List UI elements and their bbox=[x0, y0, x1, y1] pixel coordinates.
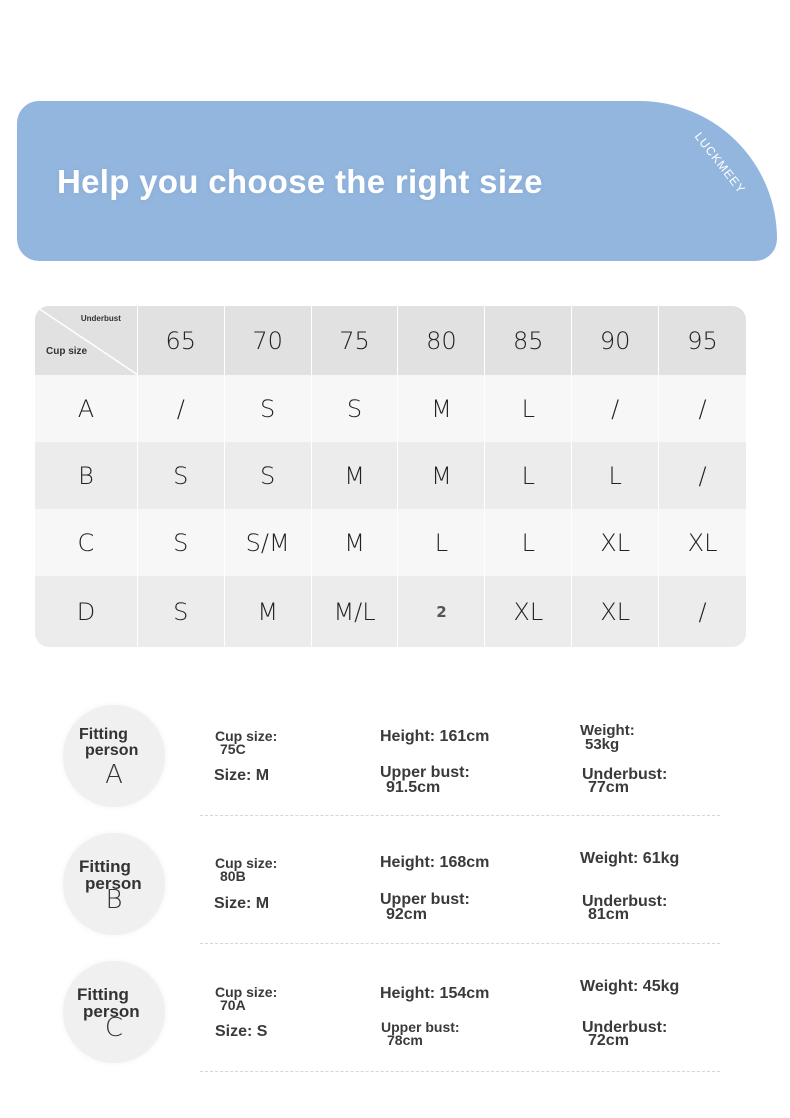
size-cell: M bbox=[312, 442, 399, 509]
size-cell: XL bbox=[485, 576, 572, 647]
underbust-header: 80 bbox=[398, 306, 485, 375]
upper-bust-value: 78cm bbox=[387, 1032, 423, 1048]
brand-logo: LUCKMEEY bbox=[691, 129, 749, 197]
cup-label: C bbox=[35, 509, 138, 576]
underbust-value: 77cm bbox=[588, 779, 629, 796]
underbust-header-label: Underbust bbox=[80, 314, 121, 323]
underbust-header: 70 bbox=[225, 306, 312, 375]
size-cell: L bbox=[485, 375, 572, 442]
underbust-label: Underbust: bbox=[582, 766, 668, 783]
cup-size-label: Cup size: bbox=[215, 855, 278, 871]
size-cell: S bbox=[225, 375, 312, 442]
underbust-info bbox=[582, 1021, 667, 1047]
fitting-person-b bbox=[0, 833, 790, 961]
underbust-header: 90 bbox=[572, 306, 659, 375]
person-title-line2: person bbox=[85, 742, 139, 759]
cup-size-header-label: Cup size bbox=[46, 346, 88, 357]
cup-label: A bbox=[35, 375, 138, 442]
fitting-person-c bbox=[0, 961, 790, 1089]
cup-label: D bbox=[35, 576, 138, 647]
size-cell: XL bbox=[572, 509, 659, 576]
size-cell: M/L bbox=[312, 576, 399, 647]
size-info: Size: M bbox=[214, 767, 270, 784]
size-cell: M bbox=[225, 576, 312, 647]
person-badge bbox=[63, 961, 165, 1063]
page-title: Help you choose the right size bbox=[57, 163, 543, 200]
weight-info: Weight: 61kg bbox=[580, 850, 680, 867]
divider bbox=[200, 1071, 720, 1072]
size-cell: / bbox=[572, 375, 659, 442]
size-cell: / bbox=[138, 375, 225, 442]
size-cell: 2 bbox=[398, 576, 485, 647]
divider bbox=[200, 815, 720, 816]
underbust-value: 72cm bbox=[588, 1032, 629, 1049]
size-cell: S bbox=[138, 442, 225, 509]
size-cell: S bbox=[138, 509, 225, 576]
upper-bust-info bbox=[380, 765, 470, 795]
person-letter: B bbox=[105, 885, 123, 915]
upper-bust-info bbox=[380, 892, 470, 922]
cup-size-value: 75C bbox=[220, 741, 246, 757]
upper-bust-value: 92cm bbox=[386, 906, 427, 923]
table-row bbox=[35, 375, 746, 442]
size-cell: XL bbox=[572, 576, 659, 647]
underbust-header: 85 bbox=[485, 306, 572, 375]
cup-size-label: Cup size: bbox=[215, 984, 278, 1000]
cup-label: B bbox=[35, 442, 138, 509]
size-cell: L bbox=[398, 509, 485, 576]
person-title-line1: Fitting bbox=[79, 726, 128, 743]
size-cell: / bbox=[698, 597, 707, 626]
underbust-header: 75 bbox=[312, 306, 399, 375]
cup-size-info bbox=[215, 730, 277, 756]
underbust-label: Underbust: bbox=[582, 893, 668, 910]
size-cell: S bbox=[312, 375, 399, 442]
divider bbox=[200, 943, 720, 944]
header-banner bbox=[17, 101, 777, 261]
person-badge bbox=[63, 705, 165, 807]
underbust-value: 81cm bbox=[588, 906, 629, 923]
upper-bust-info bbox=[381, 1021, 460, 1047]
cup-size-info bbox=[215, 857, 277, 883]
size-cell: M bbox=[398, 442, 485, 509]
size-cell: XL bbox=[687, 528, 718, 557]
person-title-line2: person bbox=[83, 1002, 140, 1021]
size-cell: L bbox=[485, 509, 572, 576]
size-cell: L bbox=[572, 442, 659, 509]
height-info: Height: 161cm bbox=[380, 728, 490, 745]
size-cell: / bbox=[698, 461, 707, 490]
underbust-header: 95 bbox=[687, 326, 718, 355]
person-title-line1: Fitting bbox=[79, 857, 131, 876]
table-header-row bbox=[35, 306, 746, 375]
cup-size-info bbox=[215, 986, 277, 1012]
size-cell: / bbox=[698, 394, 707, 423]
weight-info: Weight: 45kg bbox=[580, 978, 680, 995]
weight-label: Weight: bbox=[580, 722, 635, 739]
height-info: Height: 154cm bbox=[380, 985, 490, 1002]
weight-info bbox=[580, 724, 635, 752]
underbust-label: Underbust: bbox=[582, 1019, 668, 1036]
size-cell: L bbox=[485, 442, 572, 509]
fitting-person-a bbox=[0, 705, 790, 833]
cup-size-label: Cup size: bbox=[215, 728, 278, 744]
underbust-info bbox=[582, 895, 667, 921]
cup-size-value: 80B bbox=[220, 868, 246, 884]
person-badge bbox=[63, 833, 165, 935]
weight-value: 53kg bbox=[585, 736, 620, 753]
size-cell: S/M bbox=[225, 509, 312, 576]
person-letter: A bbox=[105, 760, 123, 790]
table-row bbox=[35, 509, 746, 576]
person-letter: C bbox=[104, 1013, 124, 1043]
size-info: Size: S bbox=[215, 1023, 268, 1040]
height-info: Height: 168cm bbox=[380, 854, 490, 871]
person-title-line1: Fitting bbox=[77, 985, 129, 1004]
size-info: Size: M bbox=[214, 895, 270, 912]
size-cell: M bbox=[398, 375, 485, 442]
underbust-header: 65 bbox=[138, 306, 225, 375]
size-cell: S bbox=[138, 576, 225, 647]
size-chart-table bbox=[35, 306, 746, 647]
underbust-info bbox=[582, 768, 667, 794]
upper-bust-value: 91.5cm bbox=[386, 779, 441, 796]
upper-bust-label: Upper bust: bbox=[381, 1019, 460, 1035]
upper-bust-label: Upper bust: bbox=[380, 764, 470, 781]
upper-bust-label: Upper bust: bbox=[380, 891, 470, 908]
cup-size-value: 70A bbox=[220, 997, 246, 1013]
table-row bbox=[35, 442, 746, 509]
size-cell: M bbox=[312, 509, 399, 576]
person-title bbox=[79, 727, 159, 759]
size-cell: S bbox=[225, 442, 312, 509]
corner-cell bbox=[35, 306, 138, 375]
table-row bbox=[35, 576, 746, 647]
person-title-line2: person bbox=[85, 874, 142, 893]
